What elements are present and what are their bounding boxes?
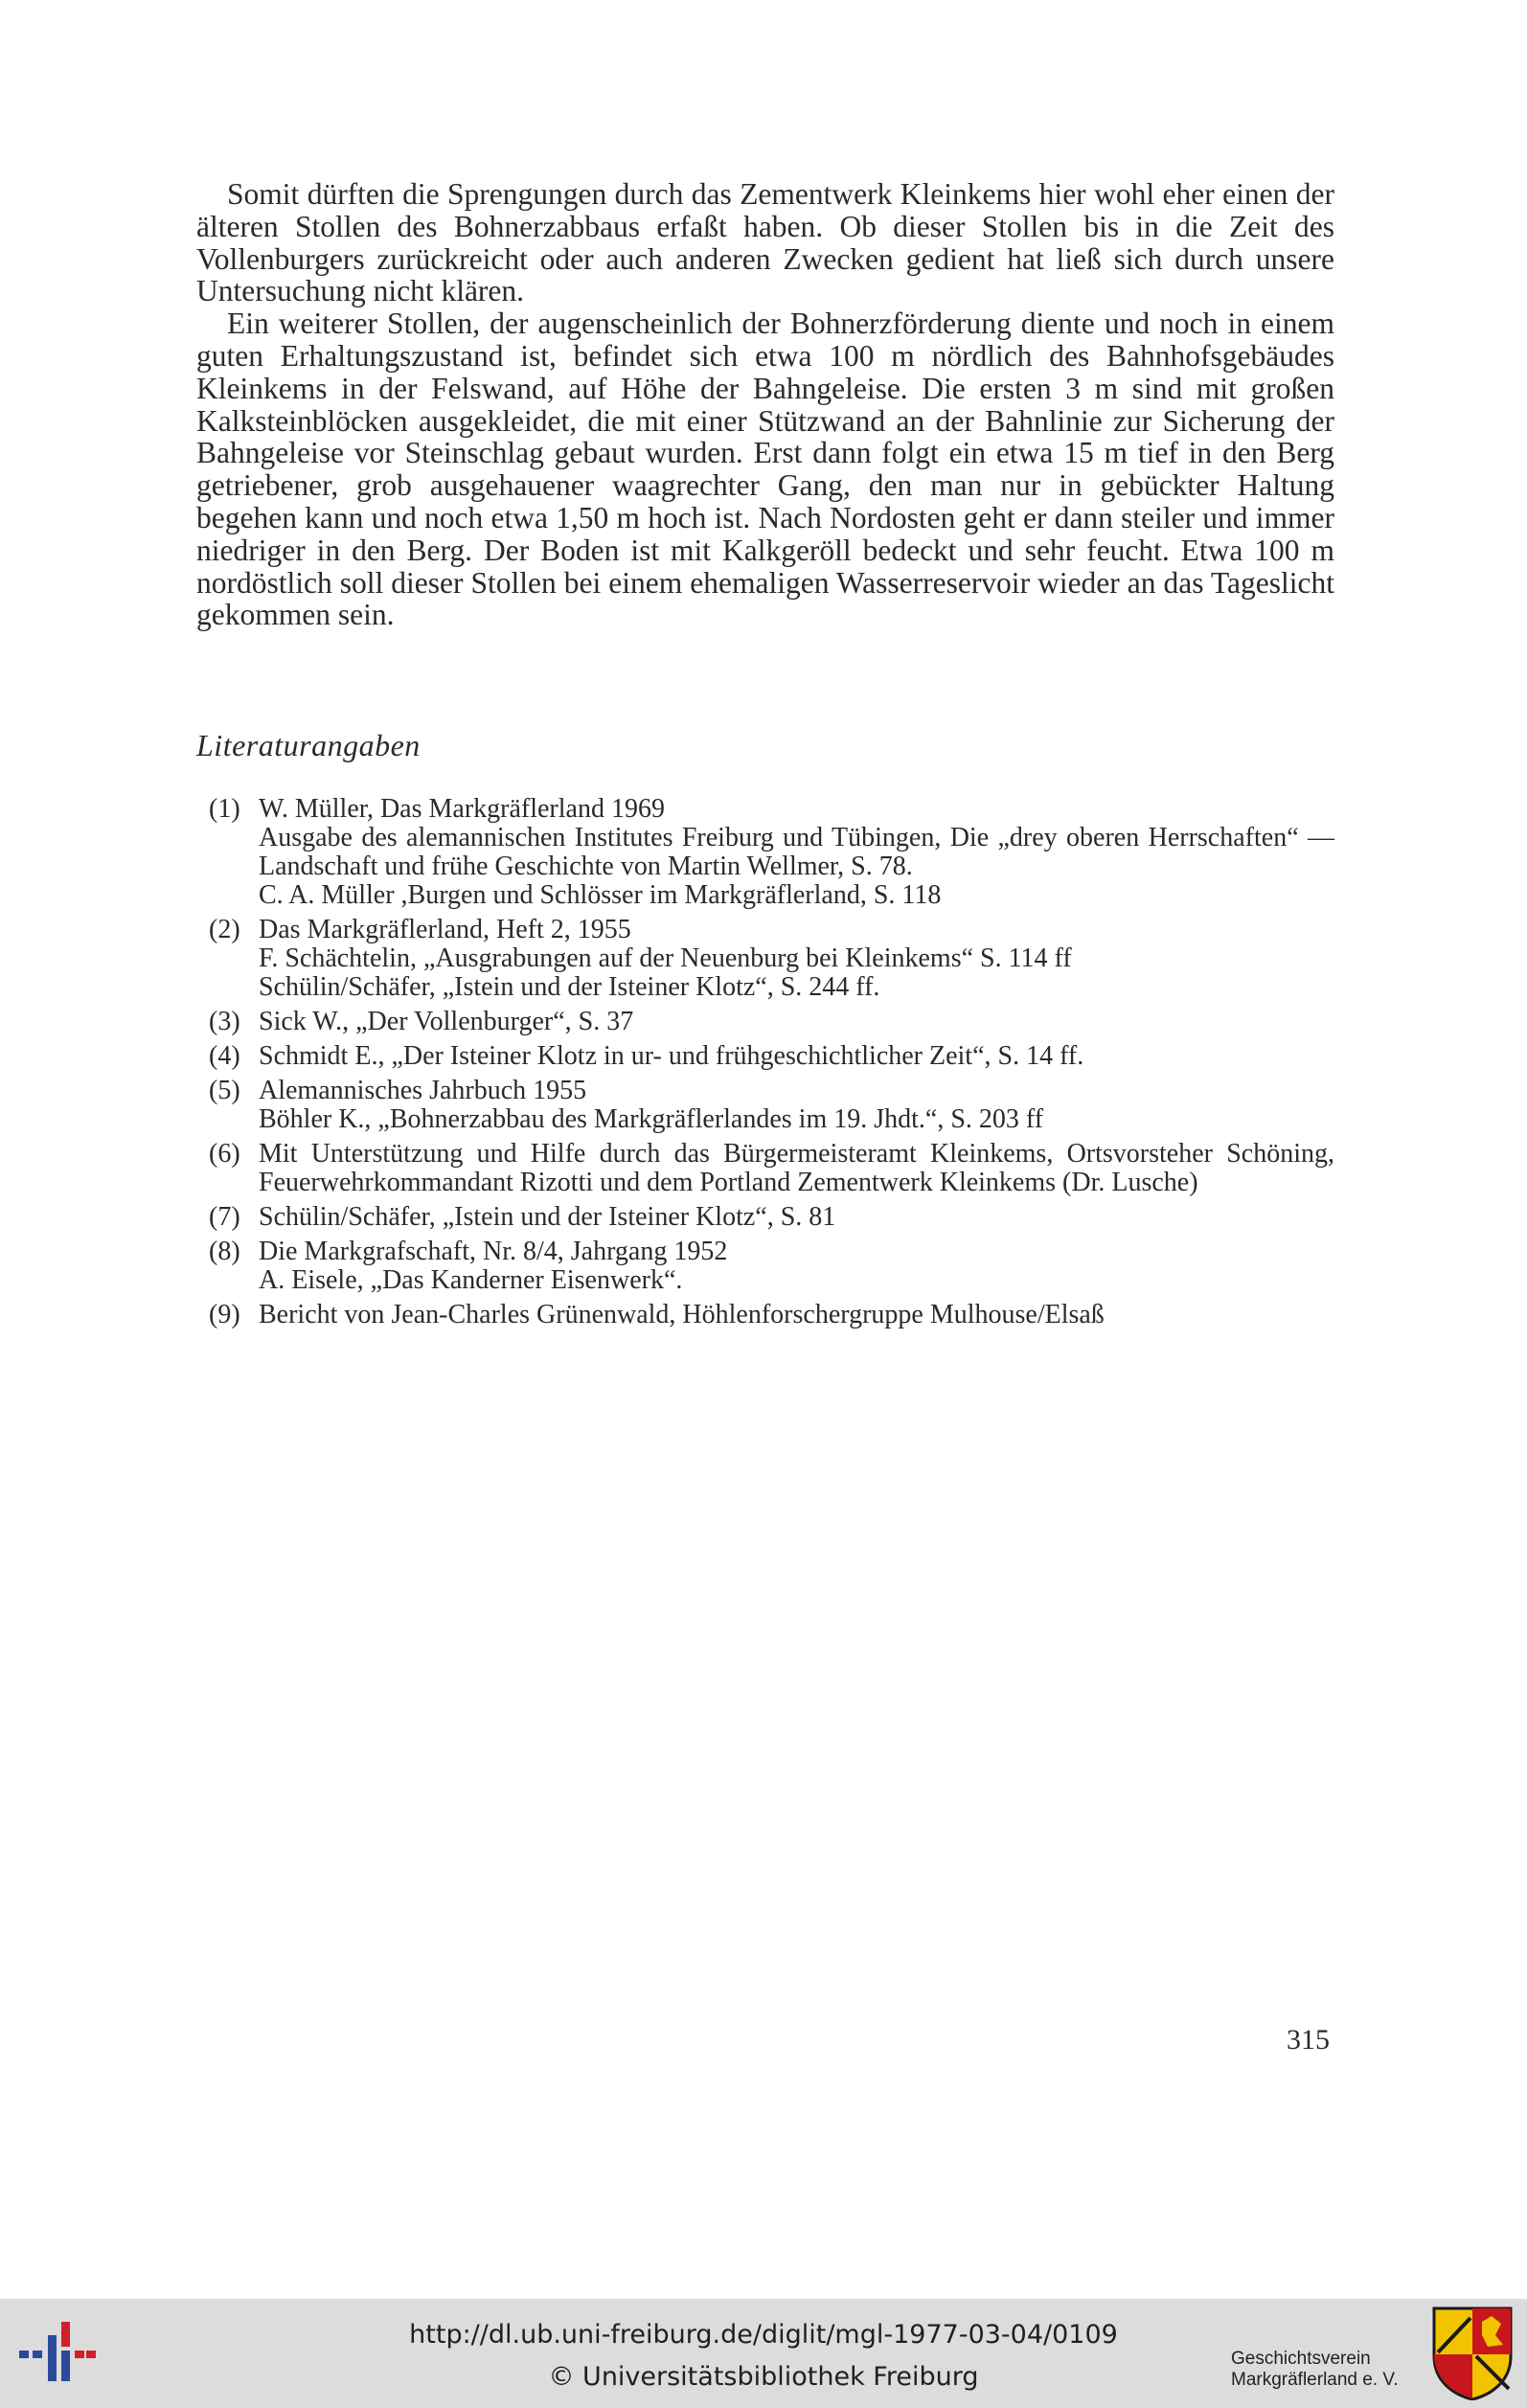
- reference-number: (2): [209, 915, 240, 944]
- reference-item: [209, 1077, 1334, 1134]
- reference-number: (6): [209, 1139, 240, 1169]
- footer-bar: [0, 2299, 1527, 2408]
- reference-line: Die Markgrafschaft, Nr. 8/4, Jahrgang 1952: [259, 1237, 728, 1266]
- reference-item: [209, 1008, 1334, 1036]
- reference-number: (4): [209, 1041, 240, 1071]
- reference-line: Alemannisches Jahrbuch 1955: [259, 1076, 587, 1105]
- reference-list: [209, 795, 1334, 1335]
- reference-number: (3): [209, 1007, 240, 1036]
- footer-url-link[interactable]: http://dl.ub.uni-freiburg.de/diglit/mgl-1977-03-04/0109: [409, 2320, 1118, 2350]
- reference-line: Böhler K., „Bohnerzabbau des Markgräflerlandes im 19. Jhdt.“, S. 203 ff: [259, 1104, 1044, 1134]
- reference-item: [209, 1301, 1334, 1329]
- reference-line: Schülin/Schäfer, „Istein und der Isteiner Klotz“, S. 244 ff.: [259, 972, 880, 1002]
- reference-item: [209, 1238, 1334, 1295]
- reference-item: [209, 1042, 1334, 1071]
- reference-line: C. A. Müller ,Burgen und Schlösser im Markgräflerland, S. 118: [259, 880, 942, 910]
- section-heading: Literaturangaben: [196, 728, 421, 762]
- footer-copyright: © Universitätsbibliothek Freiburg: [548, 2362, 979, 2392]
- reference-item: [209, 1140, 1334, 1197]
- reference-number: (1): [209, 794, 240, 824]
- reference-line: Sick W., „Der Vollenburger“, S. 37: [259, 1007, 634, 1036]
- reference-line: Ausgabe des alemannischen Institutes Freiburg und Tübingen, Die „drey oberen Herrschaften“ — Landschaft und frühe Geschichte von Martin Wellmer, S. 78.: [259, 823, 1334, 881]
- reference-line: Schülin/Schäfer, „Istein und der Isteiner Klotz“, S. 81: [259, 1202, 836, 1232]
- society-name: [1231, 2349, 1423, 2391]
- reference-line: Bericht von Jean-Charles Grünenwald, Höhlenforschergruppe Mulhouse/Elsaß: [259, 1300, 1105, 1329]
- reference-number: (8): [209, 1237, 240, 1266]
- body-text: [196, 178, 1334, 631]
- paragraph: Somit dürften die Sprengungen durch das Zementwerk Kleinkems hier wohl eher einen der älteren Stollen des Bohnerzabbaus erfaßt haben. Ob dieser Stollen bis in die Zeit des Vollenburgers zurückreicht oder auch anderen Zwecken gedient hat ließ sich durch unsere Untersuchung nicht klären.: [196, 177, 1334, 308]
- reference-line: W. Müller, Das Markgräflerland 1969: [259, 794, 665, 824]
- reference-number: (7): [209, 1202, 240, 1232]
- reference-line: A. Eisele, „Das Kanderner Eisenwerk“.: [259, 1265, 683, 1295]
- reference-line: Das Markgräflerland, Heft 2, 1955: [259, 915, 631, 944]
- society-name-line: Geschichtsverein: [1231, 2349, 1371, 2369]
- reference-item: [209, 795, 1334, 910]
- reference-number: (9): [209, 1300, 240, 1329]
- reference-line: Schmidt E., „Der Isteiner Klotz in ur- und frühgeschichtlicher Zeit“, S. 14 ff.: [259, 1041, 1084, 1071]
- reference-item: [209, 1203, 1334, 1232]
- reference-line: F. Schächtelin, „Ausgrabungen auf der Neuenburg bei Kleinkems“ S. 114 ff: [259, 943, 1072, 973]
- reference-number: (5): [209, 1076, 240, 1105]
- society-name-line: Markgräflerland e. V.: [1231, 2370, 1399, 2390]
- page-number: 315: [1287, 2024, 1330, 2056]
- reference-line: Mit Unterstützung und Hilfe durch das Bürgermeisteramt Kleinkems, Ortsvorsteher Schöning, Feuerwehrkommandant Rizotti und dem Portland Zementwerk Kleinkems (Dr. Lusche): [259, 1139, 1334, 1197]
- reference-item: [209, 916, 1334, 1002]
- paragraph: Ein weiterer Stollen, der augenscheinlich der Bohnerzförderung diente und noch in einem guten Erhaltungszustand ist, befindet sich etwa 100 m nördlich des Bahnhofsgebäudes Kleinkems in der Felswand, auf Höhe der Bahngeleise. Die ersten 3 m sind mit großen Kalksteinblöcken ausgekleidet, die mit einer Stützwand an der Bahnlinie zur Sicherung der Bahngeleise vor Steinschlag gebaut wurden. Erst dann folgt ein etwa 15 m tief in den Berg getriebener, grob ausgehauener waagrechter Gang, den man nur in gebückter Haltung begehen kann und noch etwa 1,50 m hoch ist. Nach Nordosten geht er dann steiler und immer niedriger in den Berg. Der Boden ist mit Kalkgeröll bedeckt und sehr feucht. Etwa 100 m nordöstlich soll dieser Stollen bei einem ehemaligen Wasserreservoir wieder an das Tageslicht gekommen sein.: [196, 307, 1334, 632]
- society-crest-icon: [1432, 2306, 1513, 2400]
